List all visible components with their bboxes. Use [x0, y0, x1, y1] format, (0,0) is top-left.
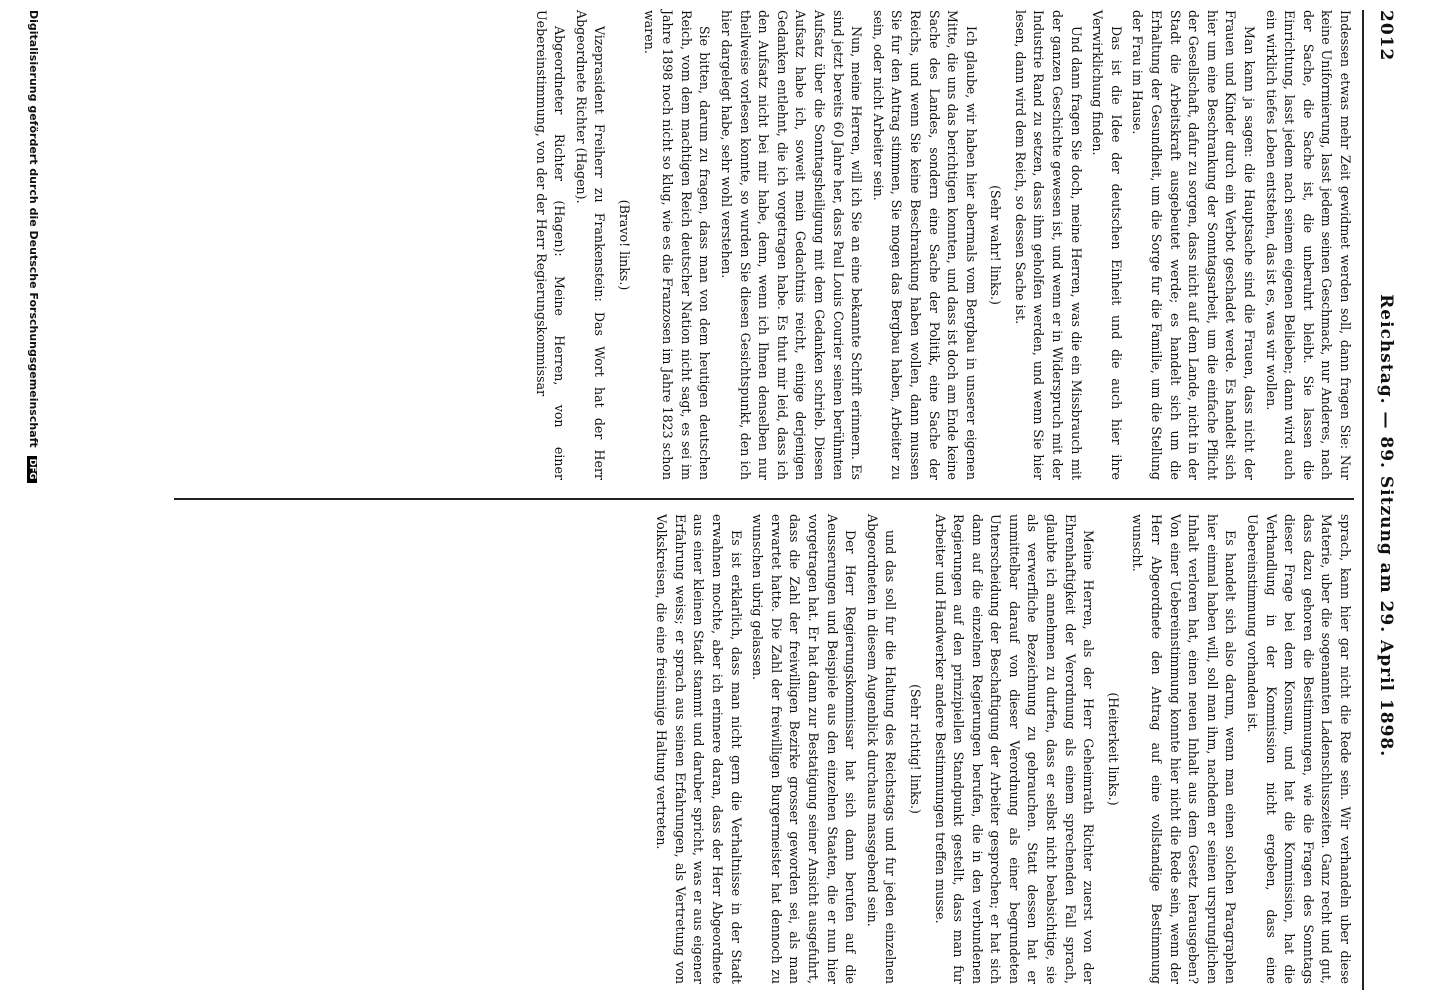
- paragraph: Meine Herren, als der Herr Geheimrath Richter zuerst von der Ehrenhaftigkeit der Verordnung als einem sprechenden Fall sprach, glaubte ich annehmen zu durfen, dass er selbst nicht beabsichtige, sie als verwerfliche Bezeichnung zu gebrauchen. Statt dessen hat er unmittelbar darauf von dieser Verordnung als einer begrundeten Unterscheidung der Beschaftigung der Arbeiter gesprochen; er hat sich dann auf die einzelnen Regierungen berufen, die in den verbundenen Regierungen auf den prinzipiellen Standpunkt gestellt, dass man fur Arbeiter und Handwerker andere Bestimmungen treffen musse.: [932, 514, 1097, 984]
- speaker-paragraph: Vizeprasident Freiherr zu Frankenstein: Das Wort hat der Herr Abgeordnete Richter (Hagen).: [573, 10, 608, 480]
- paragraph: und das soll fur die Haltung des Reichstags und fur jeden einzelnen Abgeordneten in diesem Augenblick durchaus massgebend sein.: [864, 514, 899, 984]
- paragraph: Nun, meine Herren, will ich Sie an eine bekannte Schrift erinnern. Es sind jetzt bereits 60 Jahre her, dass Paul Louis Courier seinen berühmten Aufsatz über die Sonntagsheiligung mit dem Gedanken schrieb. Diesen Aufsatz habe ich, soweit mein Gedachtnis reicht, einige derjenigen Gedanken entlehnt, die ich vorgetragen habe. Es thut mir leid, dass ich den Aufsatz nicht bei mir habe, denn, wenn ich Ihnen denselben nur theilweise vorlesen konnte, so wurden Sie diesen Gesichtspunkt, den ich hier dargelegt habe, sehr wohl verstehen.: [719, 10, 865, 480]
- paragraph: Man kann ja sagen: die Hauptsache sind die Frauen, dass nicht der Frauen und Kinder durch ein Verbot geschadet werde. Es handelt sich hier um eine Beschrankung der Sonntagsarbeit, um die einfache Pflicht der Gesellschaft, dafur zu sorgen, dass nicht auf dem Lande, nicht in der Stadt die Arbeitskraft ausgebeutet werde; es handelt sich um die Erhaltung der Gesundheit, um die Sorge fur die Familie, um die Stellung der Frau im Hause.: [1130, 10, 1258, 480]
- paragraph: Der Herr Regierungskommissar hat sich dann berufen auf die Aeusserungen und Beispiele aus den einzelnen Staaten, die er nun hier vorgetragen hat. Er hat dann zur Bestatigung seiner Ansicht ausgefuhrt, dass die Zahl der freiwilligen Bezirke grosser geworden sei, als man erwartet hatte. Die Zahl der freiwilligen Burgermeister hat dennoch zu wunschen ubrig gelassen.: [750, 514, 859, 984]
- rotated-page-content: [26, 10, 1406, 990]
- paragraph: Und dann fragen Sie doch, meine Herren, was die ein Missbrauch mit der ganzen Geschichte gewesen ist, und wenn er in Widerspruch mit der Industrie Rand zu setzen, dass ihm geholfen werden, und wenn Sie hier lesen, dann wird dem Reich, so dessen Sache ist.: [1012, 10, 1084, 480]
- paragraph: Sie bitten, darum zu fragen, dass man von dem heutigen deutschen Reich, vom dem machtigen Reich deutscher Nation nicht sagt, es sei im Jahre 1898 noch nicht so klug, wie es die Franzosen im Jahre 1823 schon waren.: [641, 10, 713, 480]
- interjection: (Sehr wahr! links.): [988, 185, 1004, 305]
- page-header: [1366, 10, 1406, 990]
- speaker-paragraph: Abgeordneter Richter (Hagen): Meine Herren, von einer Uebereinstimmung, von der der Herr Regierungskommissar: [533, 10, 568, 480]
- dfg-logo: DFG: [27, 456, 37, 483]
- header-rule: [1362, 10, 1364, 990]
- running-head: Reichstag. — 89. Sitzung am 29. April 1898.: [1376, 294, 1396, 758]
- interjection: (Sehr richtig! links.): [907, 684, 923, 814]
- paragraph: sprach, kann hier gar nicht die Rede sein. Wir verhandeln uber diese Materie, uber die sogenannten Ladenschlusszeiten. Ganz recht und gut, dass dazu gehoren die Bestimmungen, wie die Fragen des Sonntags dieser Frage bei dem Konsum, und hat die Kommission, hat die Verhandlung in der Kommission nicht ergeben, dass eine Uebereinstimmung vorhanden ist.: [1245, 514, 1353, 984]
- column-divider: [174, 498, 1354, 500]
- right-column: [649, 514, 1354, 984]
- paragraph: Indessen etwas mehr Zeit gewidmet werden soll, dann fragen Sie: Nur keine Uniformierung, lasst jedem seinen Geschmack, nur Anderes, nach der Sache, die Sache ist, die unberuhrt bleibt. Sie lassen die Einrichtung, lasst jedem nach seinem eigenen Belieben; dann wird auch ein wirklich tiefes Leben entstehen, das ist es, was wir wollen.: [1263, 10, 1353, 480]
- paragraph: Es ist erklarlich, dass man nicht gern die Verhaltnisse in der Stadt erwahnen mochte, aber ich erinnere daran, dass der Herr Abgeordnete aus einer kleinen Stadt stammt und daruber spricht, was er aus eigener Erfahrung weiss; er sprach aus seinen Erfahrungen, als Vertretung von Volkskreisen, die eine freisinnige Haltung vertreten.: [654, 514, 744, 984]
- interjection: (Heiterkeit links.): [1105, 692, 1121, 806]
- paragraph: Es handelt sich also darum, wenn man einen solchen Paragraphen hier einmal haben will, soll man ihm, nachdem er seinen ursprunglichen Inhalt verloren hat, einen neuen Inhalt aus dem Gesetz herausgeben? Von einer Uebereinstimmung konnte hier nicht die Rede sein, wenn der Herr Abgeordnete den Antrag auf eine vollstandige Bestimmung wunscht.: [1130, 514, 1239, 984]
- digitization-credit: [27, 10, 40, 990]
- paragraph: Das ist die Idee der deutschen Einheit und die auch hier ihre Verwirklichung finden.: [1090, 10, 1124, 480]
- paragraph: Ich glaube, wir haben hier abermals vom Bergbau in unserer eigenen Mitte, die uns das berichtigen konnten, und dass ist doch am Ende keine Sache des Landes, sondern eine Sache der Politik, eine Sache der Reichs, und wenn Sie keine Beschrankung haben wollen, dann mussen Sie fur den Antrag stimmen, Sie mogen das Bergbau haben, Arbeiter zu sein, oder nicht Arbeiter sein.: [870, 10, 979, 480]
- interjection: (Bravo! links.): [617, 199, 633, 291]
- page-number: 2012: [1376, 10, 1396, 62]
- left-column: [528, 10, 1354, 480]
- credit-text: Digitalisierung gefördert durch die Deutsche Forschungsgemeinschaft: [27, 10, 40, 448]
